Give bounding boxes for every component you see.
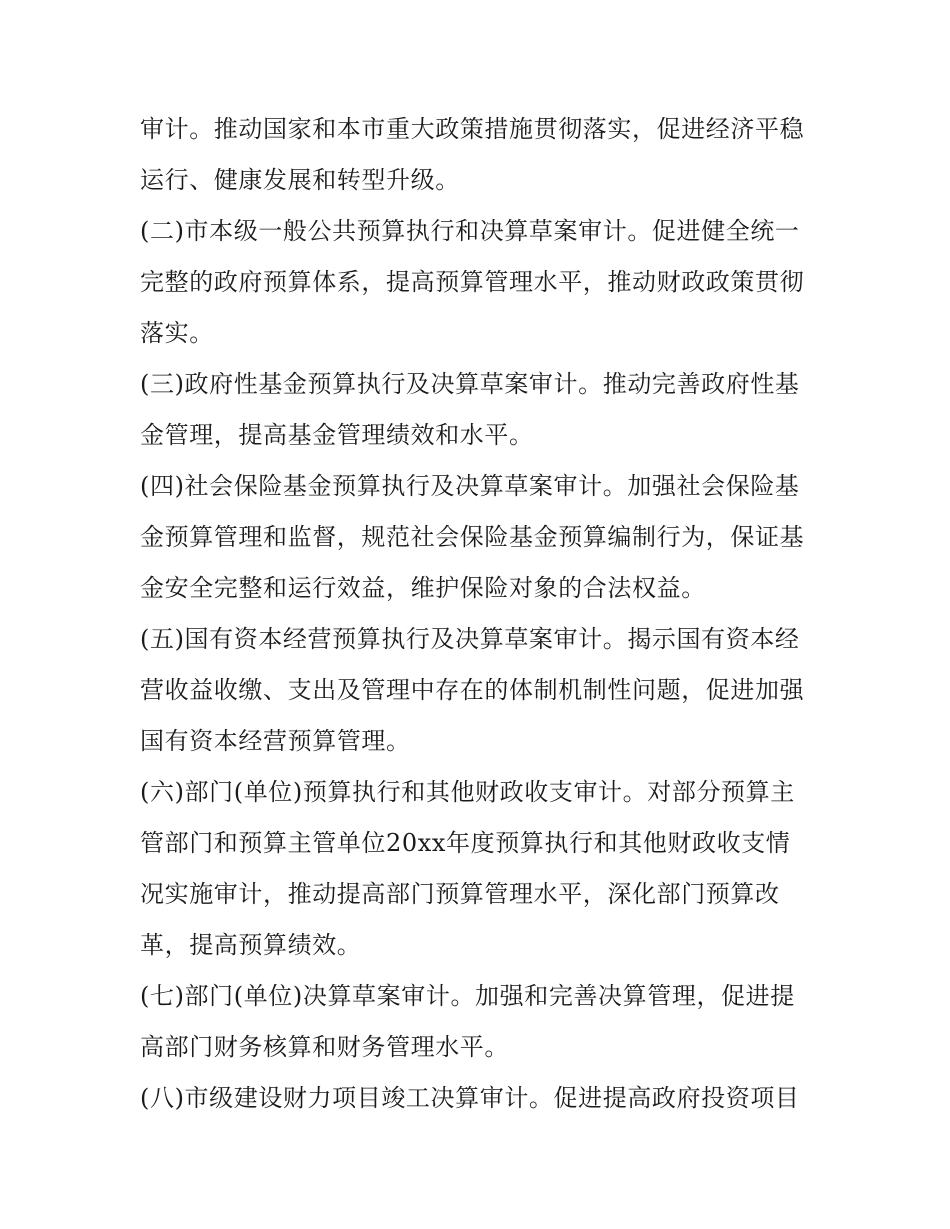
text-line: (七)部门(单位)决算草案审计。加强和完善决算管理，促进提: [140, 982, 795, 1010]
text-line: 革，提高预算绩效。: [140, 931, 362, 959]
text-line: 落实。: [140, 319, 214, 347]
text-line: 完整的政府预算体系，提高预算管理水平，推动财政政策贯彻: [140, 268, 805, 296]
text-line: (二)市本级一般公共预算执行和决算草案审计。促进健全统一: [140, 217, 800, 245]
text-line: (五)国有资本经营预算执行及决算草案审计。揭示国有资本经: [140, 625, 800, 653]
text-line: 况实施审计，推动提高部门预算管理水平，深化部门预算改: [140, 880, 780, 908]
text-line: 金预算管理和监督，规范社会保险基金预算编制行为，保证基: [140, 523, 805, 551]
text-line: 高部门财务核算和财务管理水平。: [140, 1033, 509, 1061]
text-line: 金管理，提高基金管理绩效和水平。: [140, 421, 534, 449]
text-line: (六)部门(单位)预算执行和其他财政收支审计。对部分预算主: [140, 778, 795, 806]
text-line: 运行、健康发展和转型升级。: [140, 166, 460, 194]
text-line: (四)社会保险基金预算执行及决算草案审计。加强社会保险基: [140, 472, 800, 500]
text-line: 营收益收缴、支出及管理中存在的体制机制性问题，促进加强: [140, 676, 805, 704]
text-line: (八)市级建设财力项目竣工决算审计。促进提高政府投资项目: [140, 1084, 800, 1112]
text-line: 国有资本经营预算管理。: [140, 727, 411, 755]
text-line: (三)政府性基金预算执行及决算草案审计。推动完善政府性基: [140, 370, 800, 398]
text-line: 管部门和预算主管单位20xx年度预算执行和其他财政收支情: [140, 829, 791, 857]
text-line: 审计。推动国家和本市重大政策措施贯彻落实，促进经济平稳: [140, 115, 805, 143]
text-line: 金安全完整和运行效益，维护保险对象的合法权益。: [140, 574, 706, 602]
document-body: [140, 104, 820, 1124]
